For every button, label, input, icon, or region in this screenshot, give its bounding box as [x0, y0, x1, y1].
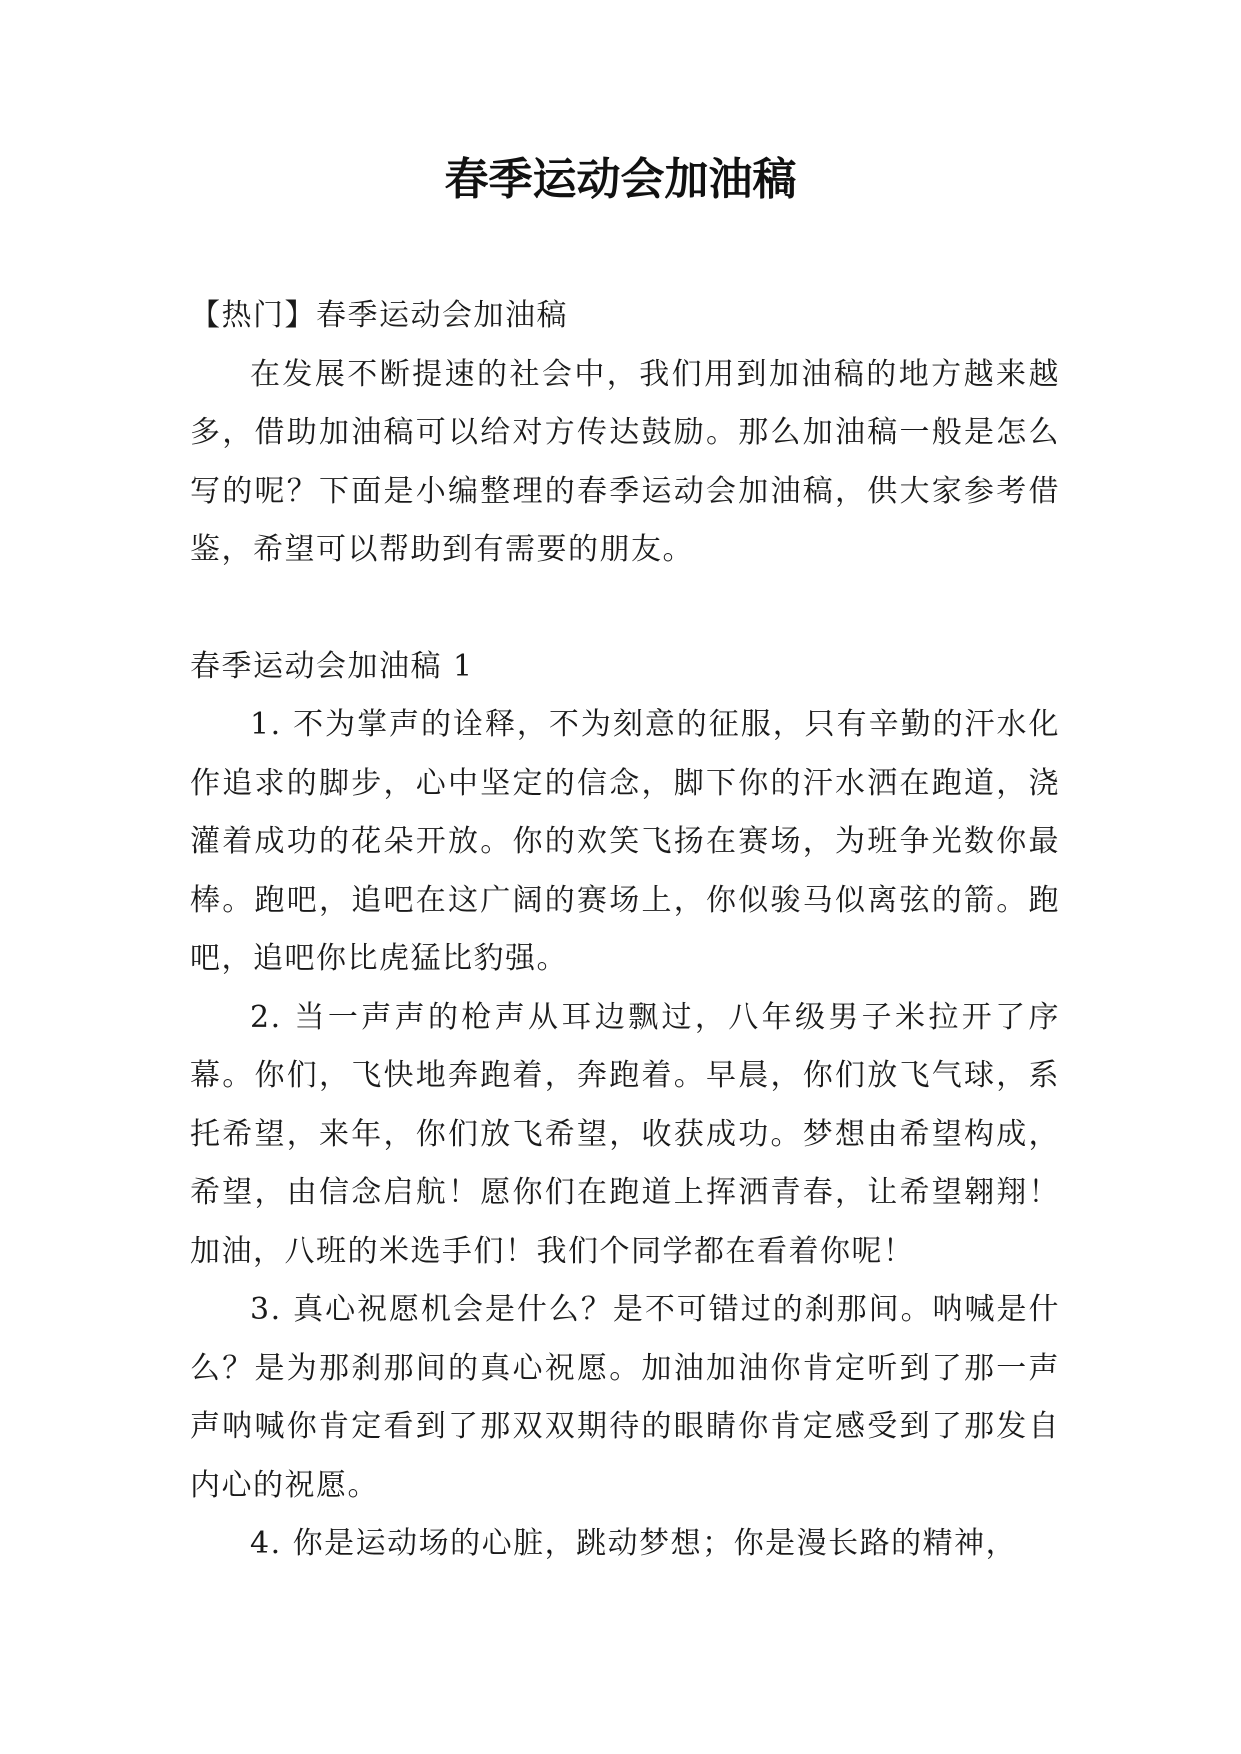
- intro-paragraph: 在发展不断提速的社会中，我们用到加油稿的地方越来越多，借助加油稿可以给对方传达鼓励。那么加油稿一般是怎么写的呢？下面是小编整理的春季运动会加油稿，供大家参考借鉴，希望可以帮助到有需要的朋友。: [190, 356, 1060, 567]
- item-paragraph-3: 3. 真心祝愿机会是什么？是不可错过的刹那间。呐喊是什么？是为那刹那间的真心祝愿。加油加油你肯定听到了那一声声呐喊你肯定看到了那双双期待的眼睛你肯定感受到了那发自内心的祝愿。: [190, 1292, 1060, 1503]
- document-title: 春季运动会加油稿: [444, 154, 797, 205]
- item-paragraph-1: 1. 不为掌声的诠释，不为刻意的征服，只有辛勤的汗水化作追求的脚步，心中坚定的信念，脚下你的汗水洒在跑道，浇灌着成功的花朵开放。你的欢笑飞扬在赛场，为班争光数你最棒。跑吧，追吧在这广阔的赛场上，你似骏马似离弦的箭。跑吧，追吧你比虎猛比豹强。: [190, 707, 1060, 976]
- document-body: [190, 287, 1060, 1574]
- subtitle: 【热门】春季运动会加油稿: [190, 298, 568, 333]
- item-paragraph-4: 4. 你是运动场的心脏，跳动梦想；你是漫长路的精神，: [250, 1526, 1018, 1561]
- item-paragraph-2: 2. 当一声声的枪声从耳边飘过，八年级男子米拉开了序幕。你们，飞快地奔跑着，奔跑着。早晨，你们放飞气球，系托希望，来年，你们放飞希望，收获成功。梦想由希望构成，希望，由信念启航！愿你们在跑道上挥洒青春，让希望翱翔！加油，八班的米选手们！我们个同学都在看着你呢！: [190, 999, 1060, 1269]
- section-heading: 春季运动会加油稿 1: [190, 648, 474, 684]
